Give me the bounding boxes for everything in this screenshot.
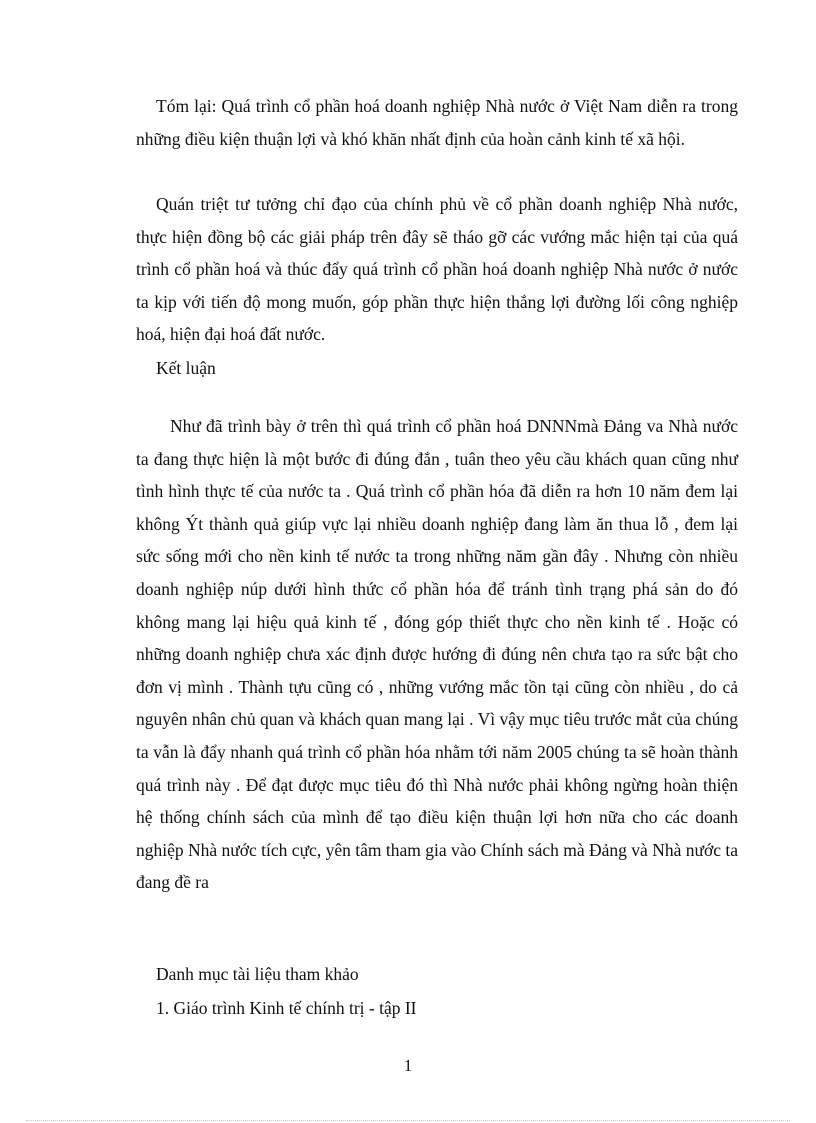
summary-paragraph: Tóm lại: Quá trình cổ phần hoá doanh nghiệp Nhà nước ở Việt Nam diễn ra trong những điều kiện thuận lợi và khó khăn nhất định của hoàn cảnh kinh tế xã hội. [136, 96, 738, 149]
conclusion-heading: Kết luận [156, 358, 216, 378]
conclusion-heading-block [136, 352, 738, 385]
directive-section [136, 188, 738, 351]
directive-paragraph: Quán triệt tư tưởng chỉ đạo của chính phủ về cổ phần doanh nghiệp Nhà nước, thực hiện đồng bộ các giải pháp trên đây sẽ tháo gỡ các vướng mắc hiện tại của quá trình cổ phần hoá và thúc đẩy quá trình cổ phần hoá doanh nghiệp Nhà nước ở nước ta kịp với tiến độ mong muốn, góp phần thực hiện thắng lợi đường lối công nghiệp hoá, hiện đại hoá đất nước. [136, 194, 738, 345]
references-list [136, 992, 738, 1025]
summary-section [136, 90, 738, 155]
references-heading: Danh mục tài liệu tham khảo [156, 964, 359, 984]
page-number: 1 [403, 1056, 413, 1075]
references-heading-block [136, 958, 738, 991]
conclusion-section [136, 410, 738, 899]
page-bottom-divider [26, 1120, 790, 1121]
conclusion-paragraph: Như đã trình bày ở trên thì quá trình cổ phần hoá DNNNmà Đảng va Nhà nước ta đang thực hiện là một bước đi đúng đắn , tuân theo yêu cầu khách quan cũng như tình hình thực tế của nước ta . Quá trình cổ phần hóa đã diễn ra hơn 10 năm đem lại không Ýt thành quả giúp vực lại nhiều doanh nghiệp đang làm ăn thua lỗ , đem lại sức sống mới cho nền kinh tế nước ta trong những năm gần đây . Nhưng còn nhiều doanh nghiệp núp dưới hình thức cổ phần hóa để tránh tình trạng phá sản do đó không mang lại hiệu quả kinh tế , đóng góp thiết thực cho nền kinh tế . Hoặc có những doanh nghiệp chưa xác định được hướng đi đúng nên chưa tạo ra sức bật cho đơn vị mình . Thành tựu cũng có , những vướng mắc tồn tại cũng còn nhiều , do cả nguyên nhân chủ quan và khách quan mang lại . Vì vậy mục tiêu trước mắt của chúng ta vẫn là đẩy nhanh quá trình cổ phần hóa nhằm tới năm 2005 chúng ta sẽ hoàn thành quá trình này . Để đạt được mục tiêu đó thì Nhà nước phải không ngừng hoàn thiện hệ thống chính sách của mình để tạo điều kiện thuận lợi hơn nữa cho các doanh nghiệp Nhà nước tích cực, yên tâm tham gia vào Chính sách mà Đảng và Nhà nước ta đang đề ra [136, 416, 738, 893]
reference-item: 1. Giáo trình Kinh tế chính trị - tập II [156, 998, 417, 1018]
